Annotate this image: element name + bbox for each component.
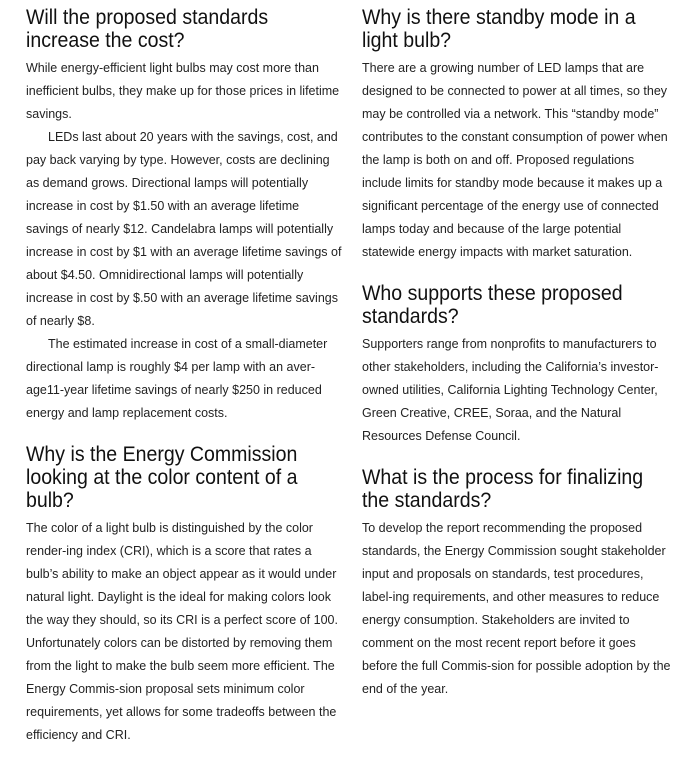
section-standby-heading [362, 6, 674, 52]
heading-line: Why is the Energy Commission [26, 443, 298, 466]
section-color-heading [26, 443, 344, 512]
section-cost-heading [26, 6, 344, 52]
paragraph: LEDs last about 20 years with the savings, cost, and pay back varying by type. However, costs are declining as demand grows. Directional lamps will potentially increase in cost by $1.50 with an average lifetime savings of nearly $12. Candelabra lamps will potentially increase in cost by $1 with an average lifetime savings of about $4.50. Omnidirectional lamps will potentially increase in cost by $.50 with an average lifetime savings of nearly $8. [26, 130, 342, 328]
heading-line: the standards? [362, 489, 492, 512]
paragraph: To develop the report recommending the proposed standards, the Energy Commission sought stakeholder input and proposals on standards, test procedures, label-ing requirements, and other measures to reduce energy consumption. Stakeholders are invited to comment on the most recent report before it goes before the full Commis-sion for possible adoption by the end of the year. [362, 521, 671, 696]
right-column [362, 6, 674, 719]
heading-line: bulb? [26, 489, 74, 512]
heading-line: Who supports these proposed [362, 282, 623, 305]
paragraph: The color of a light bulb is distinguished by the color render-ing index (CRI), which is a score that rates a bulb’s ability to make an object appear as it would under natural light. Daylight is the ideal for making colors look the way they should, so its CRI is a perfect score of 100. Unfortunately colors can be distorted by removing them from the light to make the bulb seem more efficient. The Energy Commis-sion proposal sets minimum color requirements, yet allows for some tradeoffs between the efficiency and CRI. [26, 521, 338, 742]
paragraph: The estimated increase in cost of a small-diameter directional lamp is roughly $4 per lamp with an aver-age11-year lifetime savings of nearly $250 in reduced energy and lamp replacement costs. [26, 337, 328, 420]
paragraph: Supporters range from nonprofits to manufacturers to other stakeholders, including the California’s investor-owned utilities, California Lighting Technology Center, Green Creative, CREE, Soraa, and the Natural Resources Defense Council. [362, 337, 659, 443]
section-standby [362, 6, 674, 264]
heading-line: Will the proposed standards [26, 6, 269, 29]
section-color [26, 443, 344, 747]
left-column [26, 6, 344, 765]
section-supporters-heading [362, 282, 674, 328]
heading-line: looking at the color content of a [26, 466, 298, 489]
heading-line: increase the cost? [26, 29, 185, 52]
section-cost [26, 6, 344, 425]
section-supporters [362, 282, 674, 448]
section-process [362, 466, 674, 701]
heading-line: What is the process for finalizing [362, 466, 644, 489]
section-process-heading [362, 466, 674, 512]
heading-line: light bulb? [362, 29, 452, 52]
heading-line: Why is there standby mode in a [362, 6, 636, 29]
heading-line: standards? [362, 305, 459, 328]
paragraph: There are a growing number of LED lamps that are designed to be connected to power at all times, so they may be controlled via a network. This “standby mode” contributes to the constant consumption of power when the lamp is both on and off. Proposed regulations include limits for standby mode because it makes up a significant percentage of the energy use of connected lamps today and because of the large potential statewide energy impacts with market saturation. [362, 61, 668, 259]
paragraph: While energy-efficient light bulbs may cost more than inefficient bulbs, they make up for those prices in lifetime savings. [26, 61, 340, 121]
